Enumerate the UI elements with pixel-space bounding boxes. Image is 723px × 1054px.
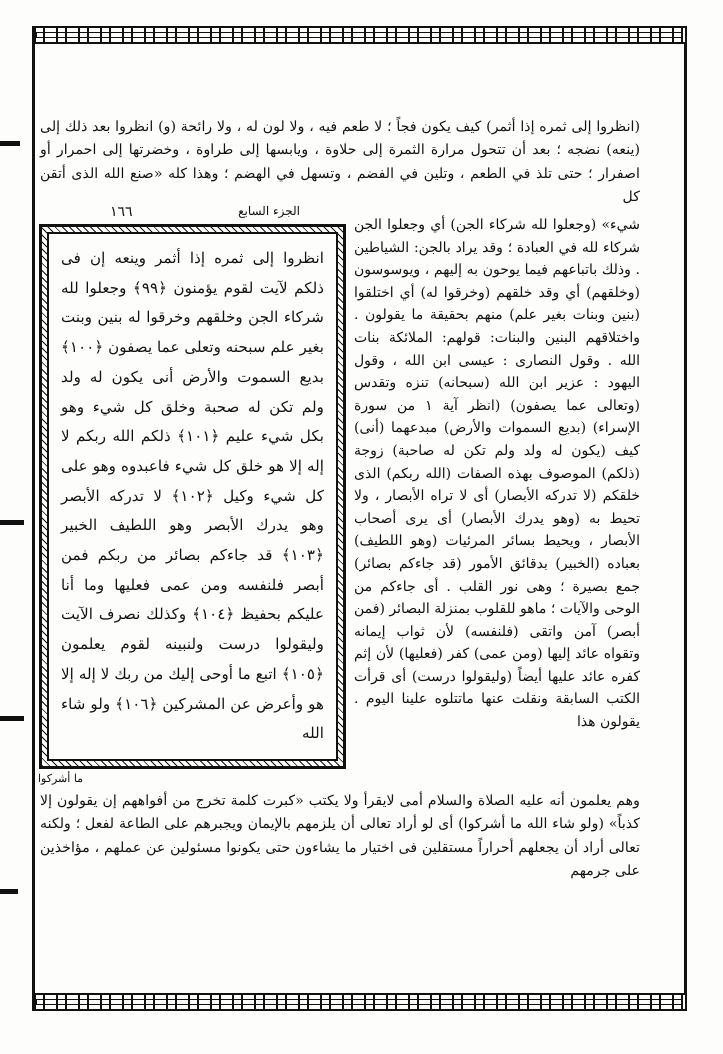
margin-mark-4	[0, 889, 18, 894]
commentary-top	[40, 116, 640, 210]
commentary-top-text: (انظروا إلى ثمره إذا أثمر) كيف يكون فجاً ؛ لا طعم فيه ، ولا لون له ، ولا رائحة (و) انظروا بعد ذلك إلى (ينعه) نضجه ؛ بعد أن تتحول مرارة الثمرة إلى حلاوة ، ويابسها إلى طراوة ، وخضرتها إلى احمرار أو اصفرار ؛ حتى تلذ في الطعم ، وتلين في الفضم ، وتسهل في الهضم ؛ وهذا كله «صنع الله الذى أتقن كل	[40, 119, 640, 206]
commentary-bottom-text: وهم يعلمون أنه عليه الصلاة والسلام أمى لايقرأ ولا يكتب «كبرت كلمة تخرج من أفواههم إن يقولون إلا كذباً» (ولو شاء الله ما أشركوا) أى لو أراد تعالى أن يلزمهم بالإيمان ويجبرهم على الطاعة لفعل ؛ ولكنه تعالى أراد أن يجعلهم أحراراً مستقلين فى اختيار ما يشاءون حتى يكونوا مسئولين عن عملهم ، مؤاخذين على جرمهم	[40, 793, 640, 880]
commentary-right-text: شيء» (وجعلوا لله شركاء الجن) أي وجعلوا الجن شركاء لله في العبادة ؛ وقد يراد بالجن: الشياطين . وذلك باتباعهم فيما يوحون به إليهم ، ويوسوسون (وخلقهم) أي وقد خلقهم (وخرقوا له) أي اختلقوا (بنين وبنات بغير علم) منهم بحقيقة ما يقولون . واختلاقهم البنين والبنات: قولهم: الملائكة بنات الله . وقول النصارى : عيسى ابن الله ، وقول اليهود : عزير ابن الله (سبحانه) تنزه وتقدس (وتعالى عما يصفون) (انظر آية ١ من سورة الإسراء) (بديع السموات والأرض) مبدعهما (أنى) كيف (يكون له ولد ولم تكن له صاحبة) زوجة (ذلكم) الموصوف بهذه الصفات (الله ربكم) الذى خلقكم (لا تدركه الأبصار) أى لا تراه الأبصار ، ولا تحيط به (وهو يدرك الأبصار) أى يرى أصحاب الأبصار ، ويحيط بسائر المرئيات (وهو اللطيف) بعباده (الخبير) بدقائق الأمور (قد جاءكم بصائر) جمع بصيرة ؛ وهى نور القلب . أى جاءكم من الوحى والآيات ؛ ماهو للقلوب بمنزلة البصائر (فمن أبصر) آمن واتقى (فلنفسه) لأن ثواب إيمانه وتقواه عائد إليها (ومن عمى) كفر (فعليها) لأن إثم كفره عائد عليها أيضاً (وليقولوا درست) أى قرأت الكتب السابقة ونقلت عنها ماتتلوه علينا اليوم . يقولون هذا	[354, 217, 640, 731]
page-number: ١٦٦	[110, 204, 133, 220]
commentary-right-column	[354, 214, 640, 734]
margin-mark-1	[0, 141, 20, 146]
top-ornamental-border	[32, 26, 687, 44]
commentary-bottom	[40, 790, 640, 884]
bottom-ornamental-border	[32, 993, 687, 1011]
left-border-line	[32, 44, 35, 993]
quran-text-box	[39, 224, 346, 769]
quran-text-inner	[47, 232, 338, 761]
page-header	[110, 204, 300, 220]
quran-verses: انظروا إلى ثمره إذا أثمر وينعه إن فى ذلكم لآيت لقوم يؤمنون ﴿٩٩﴾ وجعلوا لله شركاء الجن وخلقهم وخرقوا له بنين وبنت بغير علم سبحنه وتعلى عما يصفون ﴿١٠٠﴾ بديع السموت والأرض أنى يكون له ولد ولم تكن له صحبة وخلق كل شيء وهو بكل شيء عليم ﴿١٠١﴾ ذلكم الله ربكم لا إله إلا هو خلق كل شيء فاعبدوه وهو على كل شيء وكيل ﴿١٠٢﴾ لا تدركه الأبصر وهو يدرك الأبصر وهو اللطيف الخبير ﴿١٠٣﴾ قد جاءكم بصائر من ربكم فمن أبصر فلنفسه ومن عمى فعليها وما أنا عليكم بحفيظ ﴿١٠٤﴾ وكذلك نصرف الآيت وليقولوا درست ولنبينه لقوم يعلمون ﴿١٠٥﴾ اتبع ما أوحى إليك من ربك لا إله إلا هو وأعرض عن المشركين ﴿١٠٦﴾ ولو شاء الله	[61, 249, 325, 743]
margin-mark-2	[0, 520, 24, 525]
catchword: ما أشركوا	[38, 772, 84, 785]
margin-mark-3	[0, 716, 24, 721]
juz-label: الجزء السابع	[238, 204, 300, 218]
right-border-line	[684, 44, 687, 993]
